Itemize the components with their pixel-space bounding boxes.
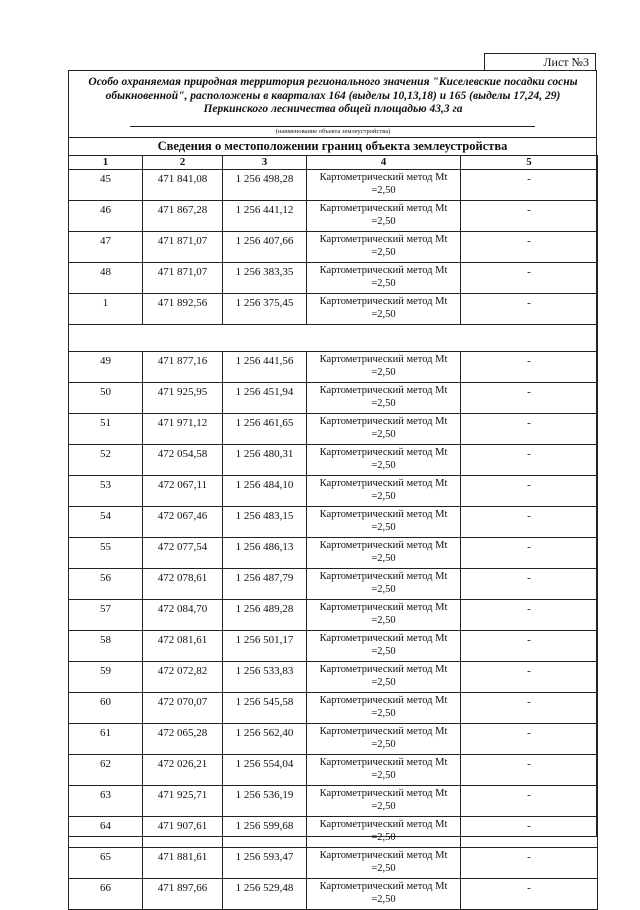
point-number-cell: 63 [69, 786, 143, 817]
y-coordinate-cell: 1 256 441,12 [223, 201, 307, 232]
table-row [69, 507, 598, 538]
y-coordinate-cell: 1 256 461,65 [223, 414, 307, 445]
note-cell: - [461, 569, 598, 600]
point-number-cell: 59 [69, 662, 143, 693]
group-separator-cell [69, 325, 598, 352]
table-row [69, 693, 598, 724]
method-cell: Картометрический метод Mt =2,50 [307, 755, 461, 786]
table-row [69, 201, 598, 232]
table-row [69, 569, 598, 600]
note-cell: - [461, 662, 598, 693]
x-coordinate-cell: 472 072,82 [143, 662, 223, 693]
title-line-2: обыкновенной", расположены в кварталах 164 (выделы 10,13,18) и 165 (выделы 17,24, 29) [105, 89, 561, 102]
note-cell: - [461, 352, 598, 383]
table-row [69, 263, 598, 294]
x-coordinate-cell: 471 971,12 [143, 414, 223, 445]
point-number-cell: 53 [69, 476, 143, 507]
method-cell: Картометрический метод Mt =2,50 [307, 294, 461, 325]
note-cell: - [461, 755, 598, 786]
table-row [69, 662, 598, 693]
point-number-cell: 56 [69, 569, 143, 600]
note-cell: - [461, 414, 598, 445]
method-cell: Картометрический метод Mt =2,50 [307, 662, 461, 693]
point-number-cell: 48 [69, 263, 143, 294]
method-cell: Картометрический метод Mt =2,50 [307, 232, 461, 263]
method-cell: Картометрический метод Mt =2,50 [307, 631, 461, 662]
table-row [69, 817, 598, 848]
title-line-1: Особо охраняемая природная территория регионального значения "Киселевские посадки сосны [88, 76, 578, 88]
note-cell: - [461, 263, 598, 294]
note-cell: - [461, 476, 598, 507]
y-coordinate-cell: 1 256 489,28 [223, 600, 307, 631]
method-cell: Картометрический метод Mt =2,50 [307, 507, 461, 538]
method-cell: Картометрический метод Mt =2,50 [307, 170, 461, 201]
y-coordinate-cell: 1 256 536,19 [223, 786, 307, 817]
point-number-cell: 51 [69, 414, 143, 445]
x-coordinate-cell: 472 078,61 [143, 569, 223, 600]
x-coordinate-cell: 471 925,71 [143, 786, 223, 817]
method-cell: Картометрический метод Mt =2,50 [307, 476, 461, 507]
x-coordinate-cell: 471 897,66 [143, 879, 223, 910]
note-cell: - [461, 600, 598, 631]
table-row [69, 600, 598, 631]
sheet-number-label: Лист №3 [484, 53, 596, 70]
point-number-cell: 58 [69, 631, 143, 662]
point-number-cell: 55 [69, 538, 143, 569]
y-coordinate-cell: 1 256 441,56 [223, 352, 307, 383]
table-row [69, 476, 598, 507]
x-coordinate-cell: 471 892,56 [143, 294, 223, 325]
note-cell: - [461, 383, 598, 414]
y-coordinate-cell: 1 256 483,15 [223, 507, 307, 538]
caption-divider [68, 137, 597, 138]
x-coordinate-cell: 472 070,07 [143, 693, 223, 724]
title-underline [130, 126, 535, 127]
method-cell: Картометрический метод Mt =2,50 [307, 383, 461, 414]
y-coordinate-cell: 1 256 501,17 [223, 631, 307, 662]
point-number-cell: 50 [69, 383, 143, 414]
point-number-cell: 62 [69, 755, 143, 786]
table-row [69, 631, 598, 662]
note-cell: - [461, 294, 598, 325]
table-row [69, 445, 598, 476]
note-cell: - [461, 848, 598, 879]
method-cell: Картометрический метод Mt =2,50 [307, 600, 461, 631]
point-number-cell: 52 [69, 445, 143, 476]
method-cell: Картометрический метод Mt =2,50 [307, 414, 461, 445]
point-number-cell: 1 [69, 294, 143, 325]
x-coordinate-cell: 472 084,70 [143, 600, 223, 631]
column-header-4: 4 [307, 156, 461, 170]
method-cell: Картометрический метод Mt =2,50 [307, 786, 461, 817]
method-cell: Картометрический метод Mt =2,50 [307, 817, 461, 848]
note-cell: - [461, 786, 598, 817]
method-cell: Картометрический метод Mt =2,50 [307, 445, 461, 476]
table-row [69, 414, 598, 445]
point-number-cell: 47 [69, 232, 143, 263]
y-coordinate-cell: 1 256 375,45 [223, 294, 307, 325]
x-coordinate-cell: 472 067,11 [143, 476, 223, 507]
y-coordinate-cell: 1 256 484,10 [223, 476, 307, 507]
note-cell: - [461, 445, 598, 476]
point-number-cell: 66 [69, 879, 143, 910]
table-row [69, 383, 598, 414]
title-line-3: Перкинского лесничества общей площадью 43,3 га [203, 103, 463, 115]
column-header-3: 3 [223, 156, 307, 170]
y-coordinate-cell: 1 256 451,94 [223, 383, 307, 414]
x-coordinate-cell: 472 081,61 [143, 631, 223, 662]
method-cell: Картометрический метод Mt =2,50 [307, 263, 461, 294]
method-cell: Картометрический метод Mt =2,50 [307, 848, 461, 879]
y-coordinate-cell: 1 256 498,28 [223, 170, 307, 201]
method-cell: Картометрический метод Mt =2,50 [307, 538, 461, 569]
y-coordinate-cell: 1 256 480,31 [223, 445, 307, 476]
method-cell: Картометрический метод Mt =2,50 [307, 879, 461, 910]
table-row [69, 170, 598, 201]
note-cell: - [461, 879, 598, 910]
x-coordinate-cell: 471 871,07 [143, 263, 223, 294]
y-coordinate-cell: 1 256 529,48 [223, 879, 307, 910]
table-row [69, 294, 598, 325]
x-coordinate-cell: 471 841,08 [143, 170, 223, 201]
note-cell: - [461, 170, 598, 201]
note-cell: - [461, 817, 598, 848]
table-row [69, 786, 598, 817]
table-row [69, 848, 598, 879]
method-cell: Картометрический метод Mt =2,50 [307, 201, 461, 232]
point-number-cell: 49 [69, 352, 143, 383]
x-coordinate-cell: 471 877,16 [143, 352, 223, 383]
method-cell: Картометрический метод Mt =2,50 [307, 724, 461, 755]
x-coordinate-cell: 472 065,28 [143, 724, 223, 755]
section-title: Сведения о местоположении границ объекта землеустройства [157, 139, 508, 153]
table-header-row [69, 156, 598, 170]
note-cell: - [461, 631, 598, 662]
note-cell: - [461, 232, 598, 263]
x-coordinate-cell: 471 867,28 [143, 201, 223, 232]
point-number-cell: 46 [69, 201, 143, 232]
table-row [69, 232, 598, 263]
x-coordinate-cell: 472 026,21 [143, 755, 223, 786]
x-coordinate-cell: 472 067,46 [143, 507, 223, 538]
x-coordinate-cell: 471 881,61 [143, 848, 223, 879]
group-separator-row [69, 325, 598, 352]
note-cell: - [461, 538, 598, 569]
column-header-1: 1 [69, 156, 143, 170]
method-cell: Картометрический метод Mt =2,50 [307, 693, 461, 724]
x-coordinate-cell: 472 054,58 [143, 445, 223, 476]
method-cell: Картометрический метод Mt =2,50 [307, 352, 461, 383]
table-row [69, 755, 598, 786]
x-coordinate-cell: 471 925,95 [143, 383, 223, 414]
y-coordinate-cell: 1 256 487,79 [223, 569, 307, 600]
point-number-cell: 57 [69, 600, 143, 631]
column-header-2: 2 [143, 156, 223, 170]
coordinates-table [68, 155, 598, 910]
point-number-cell: 61 [69, 724, 143, 755]
x-coordinate-cell: 472 077,54 [143, 538, 223, 569]
y-coordinate-cell: 1 256 599,68 [223, 817, 307, 848]
point-number-cell: 45 [69, 170, 143, 201]
y-coordinate-cell: 1 256 486,13 [223, 538, 307, 569]
y-coordinate-cell: 1 256 533,83 [223, 662, 307, 693]
y-coordinate-cell: 1 256 562,40 [223, 724, 307, 755]
x-coordinate-cell: 471 871,07 [143, 232, 223, 263]
point-number-cell: 64 [69, 817, 143, 848]
point-number-cell: 65 [69, 848, 143, 879]
table-row [69, 352, 598, 383]
note-cell: - [461, 507, 598, 538]
table-row [69, 724, 598, 755]
x-coordinate-cell: 471 907,61 [143, 817, 223, 848]
document-title [70, 76, 596, 117]
note-cell: - [461, 693, 598, 724]
y-coordinate-cell: 1 256 383,35 [223, 263, 307, 294]
object-caption: (наименование объекта землеустройства) [275, 128, 391, 135]
note-cell: - [461, 724, 598, 755]
method-cell: Картометрический метод Mt =2,50 [307, 569, 461, 600]
note-cell: - [461, 201, 598, 232]
point-number-cell: 60 [69, 693, 143, 724]
y-coordinate-cell: 1 256 554,04 [223, 755, 307, 786]
point-number-cell: 54 [69, 507, 143, 538]
y-coordinate-cell: 1 256 545,58 [223, 693, 307, 724]
column-header-5: 5 [461, 156, 598, 170]
y-coordinate-cell: 1 256 407,66 [223, 232, 307, 263]
table-row [69, 538, 598, 569]
y-coordinate-cell: 1 256 593,47 [223, 848, 307, 879]
